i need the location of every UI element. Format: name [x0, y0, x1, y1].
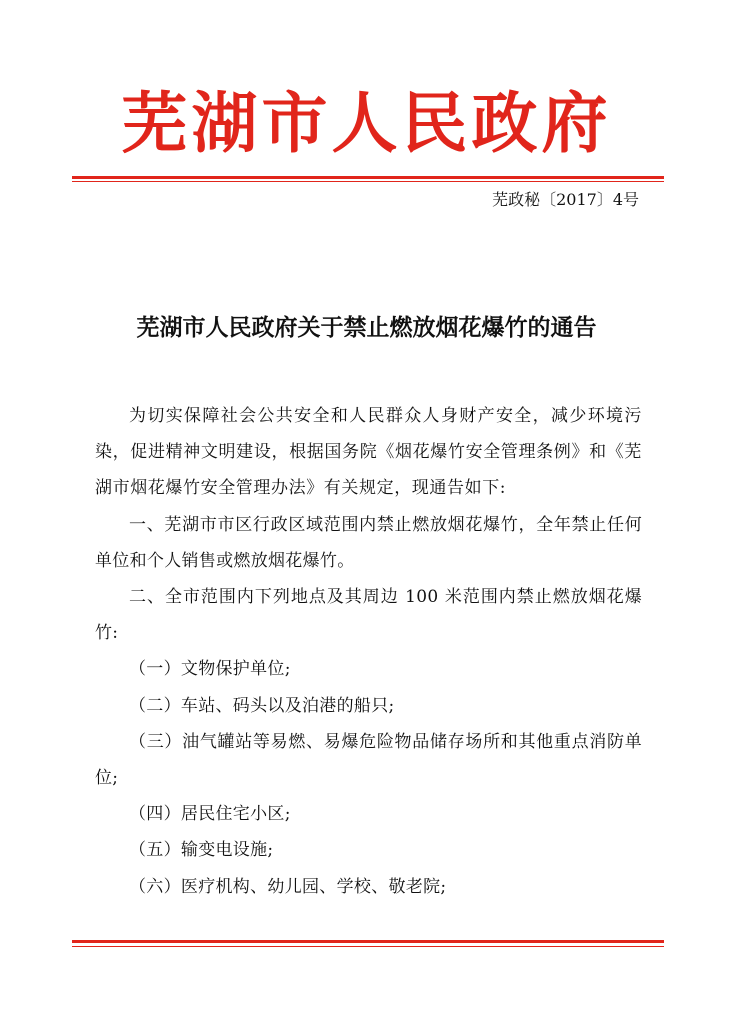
paragraph-preamble: 为切实保障社会公共安全和人民群众人身财产安全，减少环境污染，促进精神文明建设，根据国务院《烟花爆竹安全管理条例》和《芜湖市烟花爆竹安全管理办法》有关规定，现通告如下:	[95, 406, 642, 499]
footer-rule-thick	[72, 940, 664, 943]
footer-rule-thin	[72, 946, 664, 947]
list-item-power-facilities: （五）输变电设施;	[129, 840, 274, 861]
document-body	[95, 398, 642, 905]
list-item-medical-schools: （六）医疗机构、幼儿园、学校、敬老院;	[129, 876, 447, 897]
header-rule-thick	[72, 176, 664, 179]
paragraph-item-1: 一、芜湖市市区行政区域范围内禁止燃放烟花爆竹，全年禁止任何单位和个人销售或燃放烟花爆竹。	[95, 514, 642, 571]
list-item-stations-docks: （二）车站、码头以及泊港的船只;	[129, 695, 395, 716]
document-number: 芜政秘〔2017〕4号	[492, 190, 639, 209]
document-title: 芜湖市人民政府关于禁止燃放烟花爆竹的通告	[136, 314, 597, 341]
list-item-cultural-relics: （一）文物保护单位;	[129, 659, 291, 680]
list-item-residential: （四）居民住宅小区;	[129, 804, 291, 825]
issuing-authority-title: 芜湖市人民政府	[121, 84, 612, 162]
list-item-hazardous-storage: （三）油气罐站等易燃、易爆危险物品储存场所和其他重点消防单位;	[95, 731, 642, 789]
paragraph-item-2: 二、全市范围内下列地点及其周边 100 米范围内禁止燃放烟花爆竹:	[95, 587, 642, 644]
header-rule-thin	[72, 181, 664, 182]
